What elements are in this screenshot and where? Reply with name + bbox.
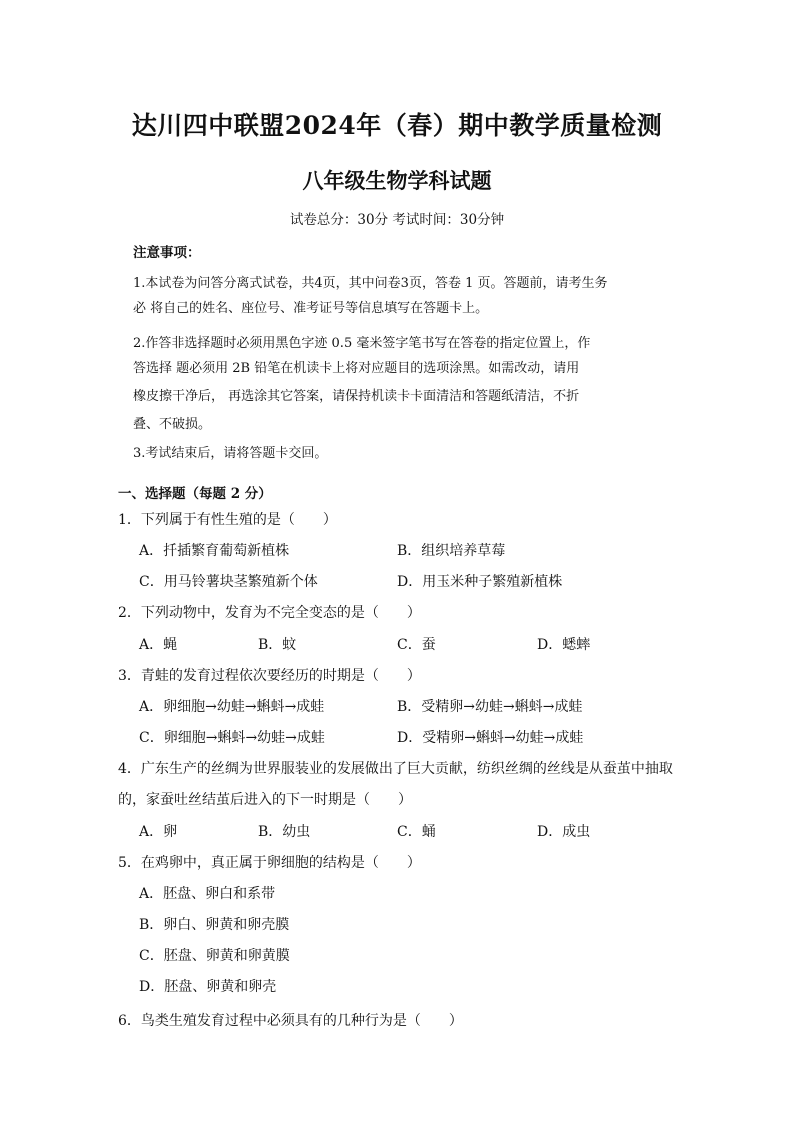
notice-line: 1.本试卷为问答分离式试卷，共4页，其中问卷3页，答卷 1 页。答题前，请考生务	[133, 276, 608, 291]
question-1-option-c: C．用马铃薯块茎繁殖新个体	[139, 574, 318, 590]
notice-line: 橡皮擦干净后， 再选涂其它答案，请保持机读卡卡面清洁和答题纸清洁，不折	[133, 389, 580, 404]
notice-line: 必 将自己的姓名、座位号、准考证号等信息填写在答题卡上。	[133, 301, 489, 316]
question-5-option-a: A．胚盘、卵白和系带	[139, 886, 276, 902]
question-1-option-b: B．组织培养草莓	[397, 543, 506, 559]
notice-line: 叠、不破损。	[133, 417, 212, 432]
question-5-option-b: B．卵白、卵黄和卵壳膜	[139, 917, 290, 933]
notice-line: 3.考试结束后，请将答题卡交回。	[133, 446, 328, 461]
question-4-option-d: D．成虫	[537, 824, 591, 840]
question-1-option-a: A．扦插繁育葡萄新植株	[139, 543, 290, 559]
question-1-option-d: D．用玉米种子繁殖新植株	[397, 574, 563, 590]
question-4-option-b: B．幼虫	[258, 824, 311, 840]
question-2-option-a: A．蝇	[139, 637, 178, 653]
question-3-option-c: C．卵细胞→蝌蚪→幼蛙→成蛙	[139, 730, 325, 746]
question-2-option-c: C．蚕	[397, 637, 436, 653]
question-3-option-d: D．受精卵→蝌蚪→幼蛙→成蛙	[397, 730, 584, 746]
question-3-option-a: A．卵细胞→幼蛙→蝌蚪→成蛙	[139, 699, 325, 715]
question-2-stem: 2．下列动物中，发育为不完全变态的是（ ）	[118, 605, 421, 621]
question-6-stem: 6．鸟类生殖发育过程中必须具有的几种行为是（ ）	[118, 1013, 463, 1029]
question-5-option-d: D．胚盘、卵黄和卵壳	[139, 979, 277, 995]
question-5-stem: 5．在鸡卵中，真正属于卵细胞的结构是（ ）	[118, 855, 421, 871]
question-3-stem: 3．青蛙的发育过程依次要经历的时期是（ ）	[118, 668, 421, 684]
question-2-option-b: B．蚊	[258, 637, 297, 653]
section-title: 一、选择题（每题 2 分）	[118, 486, 272, 502]
question-1-stem: 1．下列属于有性生殖的是（ ）	[118, 512, 337, 528]
exam-subtitle: 八年级生物学科试题	[302, 168, 492, 193]
notice-heading: 注意事项：	[133, 245, 201, 261]
exam-title: 达川四中联盟2024年（春）期中教学质量检测	[131, 111, 663, 140]
question-2-option-d: D．蟋蟀	[537, 637, 591, 653]
exam-meta: 试卷总分：30分 考试时间：30分钟	[289, 212, 505, 228]
question-4-option-c: C．蛹	[397, 824, 436, 840]
notice-line: 2.作答非选择题时必须用黑色字迹 0.5 毫米签字笔书写在答卷的指定位置上，作	[133, 336, 591, 351]
question-4-option-a: A．卵	[139, 824, 178, 840]
notice-line: 答选择 题必须用 2B 铅笔在机读卡上将对应题目的选项涂黑。如需改动，请用	[133, 361, 580, 376]
question-4-stem-cont: 的，家蚕吐丝结茧后进入的下一时期是（ ）	[118, 792, 412, 808]
question-3-option-b: B．受精卵→幼蛙→蝌蚪→成蛙	[397, 699, 583, 715]
question-4-stem: 4．广东生产的丝绸为世界服装业的发展做出了巨大贡献，纺织丝绸的丝线是从蚕茧中抽取	[118, 761, 673, 777]
question-5-option-c: C．胚盘、卵黄和卵黄膜	[139, 948, 290, 964]
